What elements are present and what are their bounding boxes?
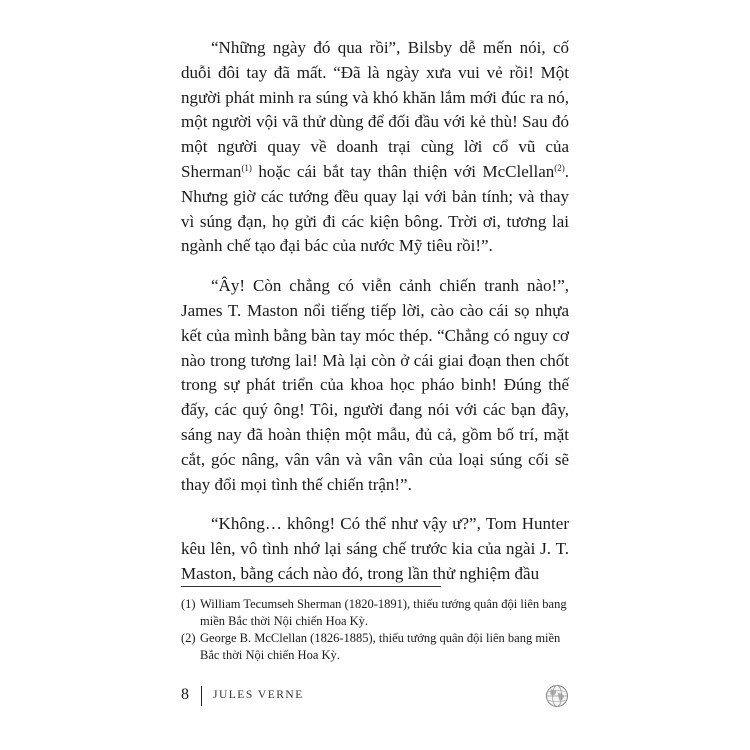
footnote-reference: (2) [554, 162, 565, 173]
footnote-rule [181, 586, 441, 587]
paragraph-text: “Những ngày đó qua rồi”, Bilsby dễ mến nói, cố duỗi đôi tay đã mất. “Đã là ngày xưa vui vẻ rồi! Một người phát minh ra súng và khó khăn lắm mới đúc ra nó, một người vội vã thử dùng để đối đầu với kẻ thù! Sau đó một người quay về doanh trại cùng lời cổ vũ của Sherman [181, 38, 569, 181]
paragraph [181, 274, 569, 497]
footnote-2 [181, 630, 571, 664]
footnotes [181, 596, 571, 664]
paragraph-text: “Ây! Còn chẳng có viễn cảnh chiến tranh nào!”, James T. Maston nổi tiếng tiếp lời, cào cào cái sọ nhựa kết của mình bằng bàn tay móc thép. “Chẳng có nguy cơ nào trong tương lai! Mà lại còn ở cái giai đoạn then chốt trong sự phát triển của khoa học pháo binh! Đúng thế đấy, các quý ông! Tôi, người đang nói với các bạn đây, sáng nay đã hoàn thiện một mẫu, đủ cả, gồm bố trí, mặt cắt, góc nâng, vân vân và vân vân của loại súng cối sẽ thay đổi mọi tình thế chiến trận!”. [181, 276, 569, 494]
body-text [181, 36, 569, 602]
footnote-1 [181, 596, 571, 630]
globe-icon [545, 684, 569, 708]
footnote-number: (1) [181, 597, 196, 611]
page-number: 8 [181, 686, 189, 703]
paragraph-text: . Nhưng giờ các tướng đều quay lại với bản tính; và thay vì súng đạn, họ gửi đi các kiện bông. Trời ơi, tương lai ngành chế tạo đại bác của nước Mỹ tiêu rồi!”. [181, 161, 569, 256]
paragraph-text: hoặc cái bắt tay thân thiện với McClellan [251, 161, 555, 181]
page-footer [181, 684, 571, 710]
footnote-number: (2) [181, 631, 196, 645]
paragraph-text: “Không… không! Có thể như vậy ư?”, Tom Hunter kêu lên, vô tình nhớ lại sáng chế trước kia của ngài J. T. Maston, bằng cách nào đó, trong lần thử nghiệm đầu [181, 514, 569, 583]
footer-divider [201, 686, 202, 706]
paragraph [181, 36, 569, 259]
running-head-author: JULES VERNE [213, 689, 304, 701]
footnote-reference: (1) [241, 162, 252, 173]
paragraph [181, 512, 569, 586]
footnote-text: William Tecumseh Sherman (1820-1891), thiếu tướng quân đội liên bang miền Bắc thời Nội chiến Hoa Kỳ. [200, 597, 567, 628]
footnote-text: George B. McClellan (1826-1885), thiếu tướng quân đội liên bang miền Bắc thời Nội chiến Hoa Kỳ. [200, 631, 561, 662]
